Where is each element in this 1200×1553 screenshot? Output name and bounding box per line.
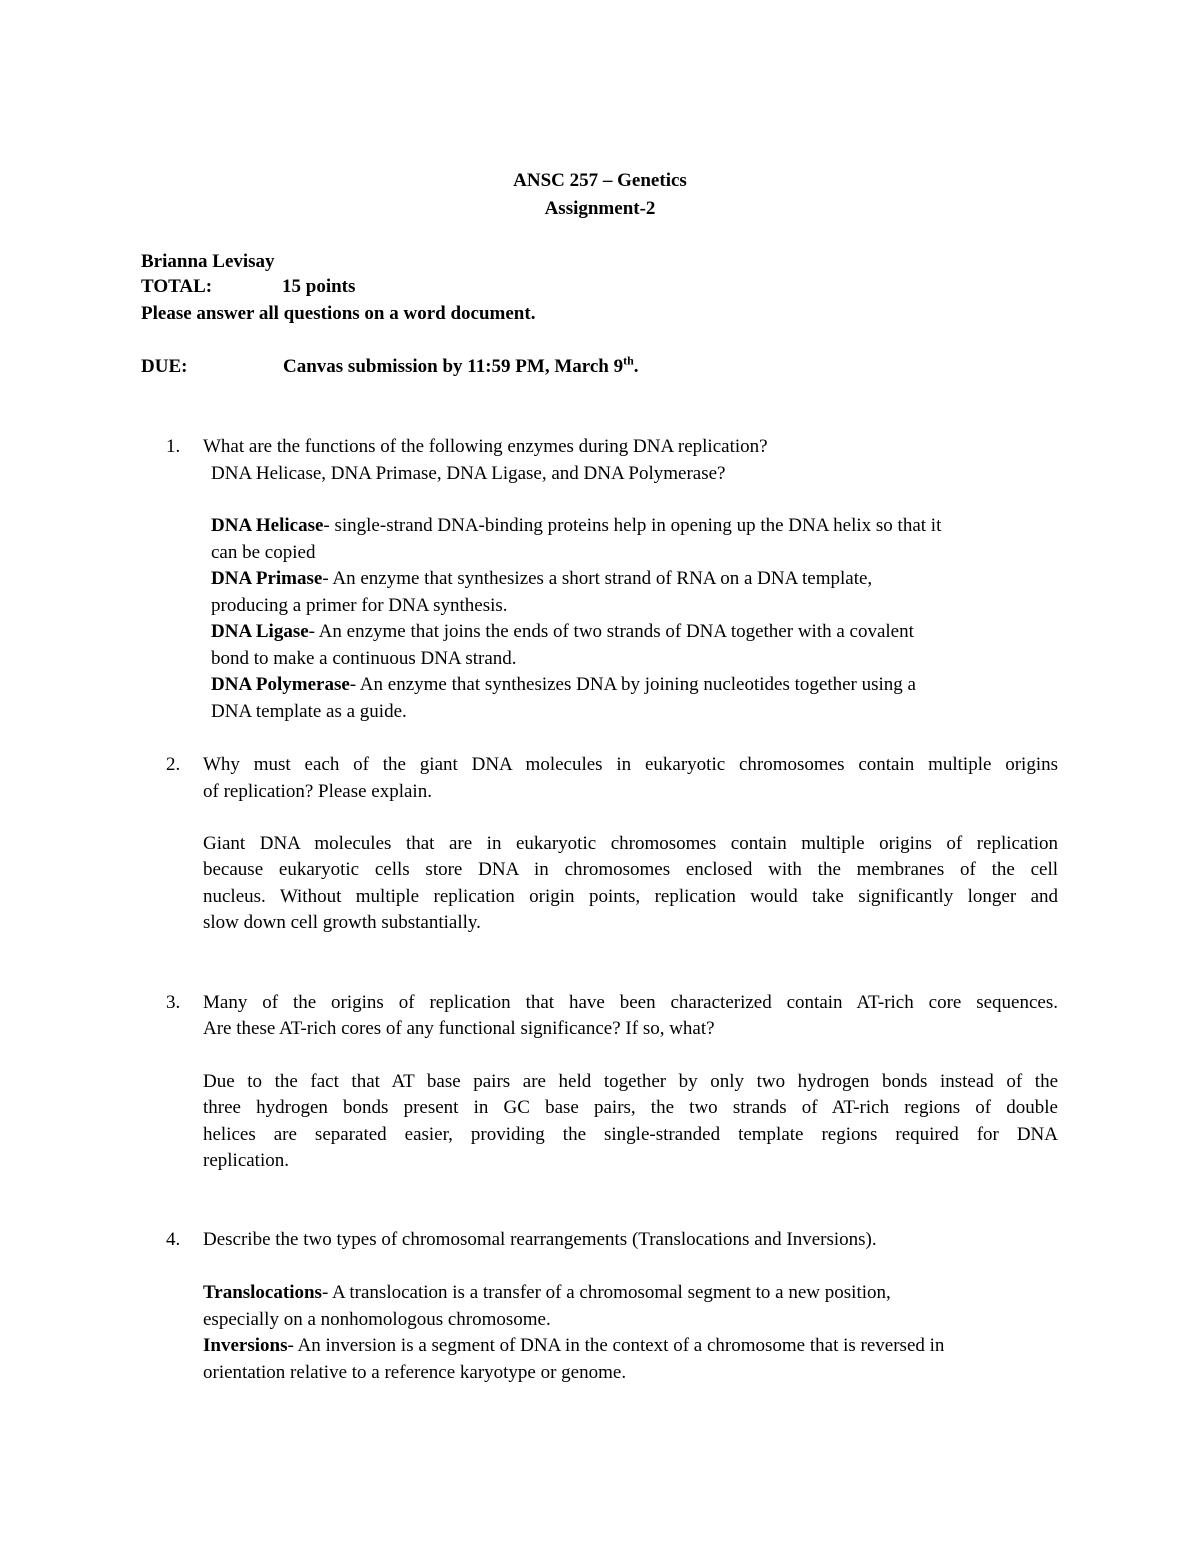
- answer-text: orientation relative to a reference karyotype or genome.: [203, 1362, 627, 1383]
- answer-text: bond to make a continuous DNA strand.: [211, 648, 517, 669]
- assignment-title: Assignment-2: [544, 198, 656, 219]
- total-value: 15 points: [282, 276, 356, 297]
- question-prompt: Many of the origins of replication that have been characterized contain AT-rich core sequences.: [203, 992, 1058, 1013]
- total-label: TOTAL:: [141, 276, 213, 297]
- question-prompt: Describe the two types of chromosomal rearrangements (Translocations and Inversions).: [203, 1229, 877, 1250]
- question-number: 3.: [166, 992, 181, 1013]
- student-name: Brianna Levisay: [141, 251, 275, 272]
- question-number: 2.: [166, 754, 181, 775]
- course-title: ANSC 257 – Genetics: [513, 170, 687, 191]
- answer-entry: DNA Helicase- single-strand DNA-binding proteins help in opening up the DNA helix so that it: [211, 515, 942, 536]
- question-prompt: DNA Helicase, DNA Primase, DNA Ligase, and DNA Polymerase?: [211, 463, 726, 484]
- question-prompt: of replication? Please explain.: [203, 781, 432, 802]
- answer-text: Giant DNA molecules that are in eukaryotic chromosomes contain multiple origins of replication: [203, 833, 1058, 854]
- question-number: 1.: [166, 436, 181, 457]
- answer-text: helices are separated easier, providing the single-stranded template regions required for DNA: [203, 1124, 1058, 1145]
- answer-term: DNA Primase: [211, 568, 323, 589]
- answer-text: three hydrogen bonds present in GC base pairs, the two strands of AT-rich regions of double: [203, 1097, 1058, 1118]
- question-prompt: Why must each of the giant DNA molecules in eukaryotic chromosomes contain multiple origins: [203, 754, 1058, 775]
- question-number: 4.: [166, 1229, 181, 1250]
- answer-term: DNA Ligase: [211, 621, 309, 642]
- answer-term: Inversions: [203, 1335, 288, 1356]
- answer-term: Translocations: [203, 1282, 322, 1303]
- answer-text: producing a primer for DNA synthesis.: [211, 595, 508, 616]
- answer-text: especially on a nonhomologous chromosome.: [203, 1309, 551, 1330]
- due-label: DUE:: [141, 356, 188, 377]
- answer-entry: DNA Ligase- An enzyme that joins the ends of two strands of DNA together with a covalent: [211, 621, 914, 642]
- answer-text: slow down cell growth substantially.: [203, 912, 481, 933]
- answer-text: replication.: [203, 1150, 289, 1171]
- answer-text: because eukaryotic cells store DNA in chromosomes enclosed with the membranes of the cell: [203, 859, 1058, 880]
- due-text: Canvas submission by 11:59 PM, March 9th.: [283, 353, 639, 377]
- question-prompt: What are the functions of the following enzymes during DNA replication?: [203, 436, 768, 457]
- answer-entry: Inversions- An inversion is a segment of DNA in the context of a chromosome that is reversed in: [203, 1335, 945, 1356]
- answer-term: DNA Polymerase: [211, 674, 350, 695]
- answer-text: DNA template as a guide.: [211, 701, 407, 722]
- answer-entry: DNA Polymerase- An enzyme that synthesizes DNA by joining nucleotides together using a: [211, 674, 916, 695]
- answer-text: Due to the fact that AT base pairs are held together by only two hydrogen bonds instead of the: [203, 1071, 1058, 1092]
- answer-entry: Translocations- A translocation is a transfer of a chromosomal segment to a new position,: [203, 1282, 891, 1303]
- instructions: Please answer all questions on a word document.: [141, 303, 536, 324]
- answer-text: can be copied: [211, 542, 316, 563]
- answer-text: nucleus. Without multiple replication origin points, replication would take significantly longer and: [203, 886, 1058, 907]
- answer-term: DNA Helicase: [211, 515, 324, 536]
- answer-entry: DNA Primase- An enzyme that synthesizes a short strand of RNA on a DNA template,: [211, 568, 873, 589]
- question-prompt: Are these AT-rich cores of any functional significance? If so, what?: [203, 1018, 715, 1039]
